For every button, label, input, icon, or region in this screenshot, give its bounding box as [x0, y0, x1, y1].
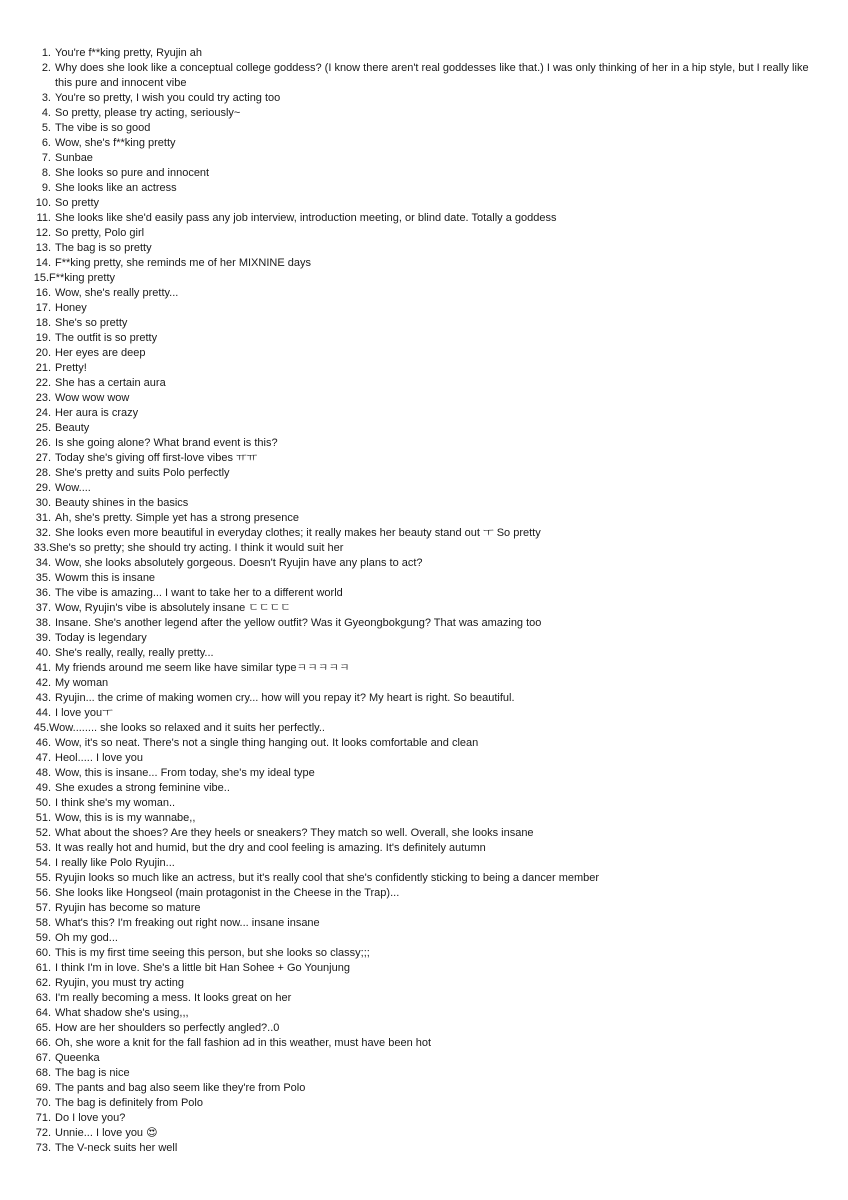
list-item — [30, 646, 820, 661]
item-number: 25. — [35, 422, 51, 434]
item-text: Do I love you? — [55, 1112, 126, 1124]
item-number: 44. — [35, 707, 51, 719]
item-number: 60. — [35, 947, 51, 959]
item-text: Why does she look like a conceptual college goddess? (I know there aren't real goddesses like that.) I was only thinking of her in a hip style, but I really like this pure and innocent vibe — [55, 62, 809, 89]
item-number: 21. — [35, 362, 51, 374]
item-number: 41. — [35, 662, 51, 674]
item-text: Oh my god... — [55, 932, 118, 944]
item-number: 66. — [35, 1037, 51, 1049]
item-text: Honey — [55, 302, 87, 314]
list-item — [30, 361, 820, 376]
item-number: 67. — [35, 1052, 51, 1064]
list-item — [30, 1051, 820, 1066]
list-item — [30, 781, 820, 796]
list-item — [30, 481, 820, 496]
item-text: She looks like Hongseol (main protagonist in the Cheese in the Trap)... — [55, 887, 400, 899]
item-number: 46. — [35, 737, 51, 749]
list-item — [30, 616, 820, 631]
list-item — [30, 856, 820, 871]
list-item — [30, 1111, 820, 1126]
item-text: Wow, she's really pretty... — [55, 287, 179, 299]
item-text: What's this? I'm freaking out right now... insane insane — [55, 917, 320, 929]
list-item — [30, 46, 820, 61]
item-text: She's so pretty; she should try acting. I think it would suit her — [49, 542, 344, 554]
item-number: 42. — [35, 677, 51, 689]
item-number: 70. — [35, 1097, 51, 1109]
item-number: 4. — [41, 107, 51, 119]
item-number: 22. — [35, 377, 51, 389]
item-text: The bag is so pretty — [55, 242, 152, 254]
list-item — [30, 496, 820, 511]
item-number: 40. — [35, 647, 51, 659]
item-number: 1. — [41, 47, 51, 59]
item-text: It was really hot and humid, but the dry and cool feeling is amazing. It's definitely autumn — [55, 842, 486, 854]
list-item — [30, 526, 820, 541]
item-number: 19. — [35, 332, 51, 344]
item-number: 53. — [35, 842, 51, 854]
list-item — [30, 661, 820, 676]
item-text: Heol..... I love you — [55, 752, 144, 764]
list-item — [30, 1021, 820, 1036]
list-item — [30, 766, 820, 781]
item-number: 37. — [35, 602, 51, 614]
item-text: Pretty! — [55, 362, 87, 374]
item-number: 58. — [35, 917, 51, 929]
list-item — [30, 631, 820, 646]
list-item — [30, 916, 820, 931]
item-text: She exudes a strong feminine vibe.. — [55, 782, 230, 794]
item-number: 43. — [35, 692, 51, 704]
item-text: She looks like she'd easily pass any job interview, introduction meeting, or blind date. Totally a goddess — [55, 212, 557, 224]
item-text: Wow, this is insane... From today, she's my ideal type — [55, 767, 315, 779]
list-item — [30, 871, 820, 886]
item-text: I love youㅜ — [55, 707, 113, 719]
list-item — [30, 886, 820, 901]
item-number: 54. — [35, 857, 51, 869]
list-item — [30, 811, 820, 826]
list-item — [30, 1066, 820, 1081]
comment-list — [30, 46, 820, 1156]
item-text: Wow, she's f**king pretty — [55, 137, 176, 149]
item-text: What about the shoes? Are they heels or sneakers? They match so well. Overall, she looks insane — [55, 827, 534, 839]
item-text: Wow.... — [55, 482, 91, 494]
list-item — [30, 706, 820, 721]
item-number: 18. — [35, 317, 51, 329]
item-text: She's pretty and suits Polo perfectly — [55, 467, 230, 479]
item-number: 36. — [35, 587, 51, 599]
item-number: 38. — [35, 617, 51, 629]
list-item — [30, 1126, 820, 1141]
item-number: 65. — [35, 1022, 51, 1034]
item-number: 14. — [35, 257, 51, 269]
list-item — [30, 346, 820, 361]
item-number: 10. — [35, 197, 51, 209]
list-item — [30, 421, 820, 436]
list-item — [30, 331, 820, 346]
item-text: Is she going alone? What brand event is this? — [55, 437, 278, 449]
item-number: 32. — [35, 527, 51, 539]
item-number: 69. — [35, 1082, 51, 1094]
list-item — [30, 1096, 820, 1111]
item-text: Ryujin has become so mature — [55, 902, 201, 914]
item-text: You're f**king pretty, Ryujin ah — [55, 47, 203, 59]
item-text: She looks so pure and innocent — [55, 167, 210, 179]
list-item — [30, 1141, 820, 1156]
item-number: 49. — [35, 782, 51, 794]
list-item — [30, 181, 820, 196]
item-number: 20. — [35, 347, 51, 359]
list-item — [30, 541, 820, 556]
item-number: 55. — [35, 872, 51, 884]
item-text: Wow, this is is my wannabe,, — [55, 812, 196, 824]
item-number: 13. — [35, 242, 51, 254]
item-number: 11. — [36, 212, 51, 224]
item-text: I think I'm in love. She's a little bit Han Sohee + Go Younjung — [55, 962, 350, 974]
item-text: This is my first time seeing this person, but she looks so classy;;; — [55, 947, 370, 959]
item-text: The vibe is amazing... I want to take her to a different world — [55, 587, 343, 599]
item-text: Unnie... I love you 😍 — [55, 1127, 158, 1139]
list-item — [30, 451, 820, 466]
list-item — [30, 91, 820, 106]
item-number: 28. — [35, 467, 51, 479]
item-number: 61. — [35, 962, 51, 974]
item-number: 35. — [35, 572, 51, 584]
item-text: F**king pretty — [49, 272, 116, 284]
item-number: 2. — [41, 62, 51, 74]
item-text: Wow wow wow — [55, 392, 130, 404]
item-text: The bag is nice — [55, 1067, 130, 1079]
list-item — [30, 166, 820, 181]
list-item — [30, 226, 820, 241]
item-text: She's so pretty — [55, 317, 128, 329]
list-item — [30, 691, 820, 706]
list-item — [30, 826, 820, 841]
list-item — [30, 316, 820, 331]
item-number: 8. — [41, 167, 51, 179]
item-text: The vibe is so good — [55, 122, 151, 134]
list-item — [30, 106, 820, 121]
item-number: 24. — [35, 407, 51, 419]
item-number: 34. — [35, 557, 51, 569]
item-text: She's really, really, really pretty... — [55, 647, 214, 659]
item-text: So pretty — [55, 197, 100, 209]
item-text: My woman — [55, 677, 109, 689]
list-item — [30, 976, 820, 991]
item-number: 27. — [35, 452, 51, 464]
item-number: 23. — [35, 392, 51, 404]
list-item — [30, 121, 820, 136]
list-item — [30, 61, 820, 91]
list-item — [30, 436, 820, 451]
list-item — [30, 571, 820, 586]
item-text: Wow........ she looks so relaxed and it suits her perfectly.. — [49, 722, 325, 734]
item-number: 39. — [35, 632, 51, 644]
item-number: 33. — [33, 542, 49, 554]
list-item — [30, 1006, 820, 1021]
item-text: What shadow she's using,,, — [55, 1007, 189, 1019]
item-text: Sunbae — [55, 152, 93, 164]
list-item — [30, 1081, 820, 1096]
list-item — [30, 211, 820, 226]
item-number: 71. — [35, 1112, 51, 1124]
item-number: 72. — [35, 1127, 51, 1139]
list-item — [30, 196, 820, 211]
item-number: 17. — [35, 302, 51, 314]
list-item — [30, 511, 820, 526]
list-item — [30, 736, 820, 751]
item-number: 68. — [35, 1067, 51, 1079]
list-item — [30, 721, 820, 736]
list-item — [30, 376, 820, 391]
list-item — [30, 301, 820, 316]
item-text: She looks like an actress — [55, 182, 177, 194]
item-number: 57. — [35, 902, 51, 914]
item-text: Her eyes are deep — [55, 347, 146, 359]
item-number: 9. — [41, 182, 51, 194]
item-text: Wow, Ryujin's vibe is absolutely insane ㄷㄷㄷㄷ — [55, 602, 291, 614]
list-item — [30, 271, 820, 286]
list-item — [30, 931, 820, 946]
item-text: Ah, she's pretty. Simple yet has a strong presence — [55, 512, 300, 524]
item-text: The pants and bag also seem like they're from Polo — [55, 1082, 306, 1094]
item-text: Ryujin looks so much like an actress, but it's really cool that she's confidently sticking to being a dancer member — [55, 872, 600, 884]
list-item — [30, 601, 820, 616]
item-text: The V-neck suits her well — [55, 1142, 178, 1154]
item-number: 63. — [35, 992, 51, 1004]
list-item — [30, 466, 820, 481]
list-item — [30, 151, 820, 166]
item-number: 16. — [35, 287, 51, 299]
list-item — [30, 256, 820, 271]
item-text: She looks even more beautiful in everyday clothes; it really makes her beauty stand out ㅜ So pretty — [55, 527, 541, 539]
list-item — [30, 751, 820, 766]
item-number: 3. — [41, 92, 51, 104]
item-text: Beauty — [55, 422, 90, 434]
item-number: 12. — [35, 227, 51, 239]
item-text: F**king pretty, she reminds me of her MIXNINE days — [55, 257, 311, 269]
item-text: Wowm this is insane — [55, 572, 156, 584]
item-number: 62. — [35, 977, 51, 989]
item-number: 29. — [35, 482, 51, 494]
item-number: 26. — [35, 437, 51, 449]
item-text: So pretty, Polo girl — [55, 227, 145, 239]
list-item — [30, 676, 820, 691]
item-text: My friends around me seem like have similar typeㅋㅋㅋㅋㅋ — [55, 662, 350, 674]
item-text: The bag is definitely from Polo — [55, 1097, 203, 1109]
item-text: Today is legendary — [55, 632, 147, 644]
list-item — [30, 406, 820, 421]
item-text: Oh, she wore a knit for the fall fashion ad in this weather, must have been hot — [55, 1037, 432, 1049]
list-item — [30, 556, 820, 571]
item-text: Ryujin... the crime of making women cry... how will you repay it? My heart is right. So beautiful. — [55, 692, 515, 704]
item-number: 48. — [35, 767, 51, 779]
list-item — [30, 586, 820, 601]
item-text: Queenka — [55, 1052, 100, 1064]
item-text: I'm really becoming a mess. It looks great on her — [55, 992, 292, 1004]
item-number: 51. — [35, 812, 51, 824]
item-text: So pretty, please try acting, seriously~ — [55, 107, 241, 119]
list-item — [30, 391, 820, 406]
list-item — [30, 961, 820, 976]
list-item — [30, 946, 820, 961]
item-text: How are her shoulders so perfectly angled?..0 — [55, 1022, 280, 1034]
item-number: 47. — [35, 752, 51, 764]
item-number: 30. — [35, 497, 51, 509]
list-item — [30, 241, 820, 256]
item-text: Today she's giving off first-love vibes ㅠㅠ — [55, 452, 258, 464]
item-text: I think she's my woman.. — [55, 797, 176, 809]
item-text: Wow, she looks absolutely gorgeous. Doesn't Ryujin have any plans to act? — [55, 557, 423, 569]
item-number: 73. — [35, 1142, 51, 1154]
item-number: 45. — [33, 722, 49, 734]
item-number: 56. — [35, 887, 51, 899]
item-text: You're so pretty, I wish you could try acting too — [55, 92, 281, 104]
item-number: 64. — [35, 1007, 51, 1019]
item-number: 59. — [35, 932, 51, 944]
list-item — [30, 796, 820, 811]
item-text: Wow, it's so neat. There's not a single thing hanging out. It looks comfortable and clean — [55, 737, 479, 749]
item-number: 5. — [41, 122, 51, 134]
item-text: Beauty shines in the basics — [55, 497, 189, 509]
item-number: 50. — [35, 797, 51, 809]
item-number: 6. — [41, 137, 51, 149]
item-number: 52. — [35, 827, 51, 839]
list-item — [30, 286, 820, 301]
item-number: 31. — [35, 512, 51, 524]
item-text: I really like Polo Ryujin... — [55, 857, 175, 869]
list-item — [30, 991, 820, 1006]
list-item — [30, 841, 820, 856]
item-number: 7. — [41, 152, 51, 164]
item-text: Insane. She's another legend after the yellow outfit? Was it Gyeongbokgung? That was amazing too — [55, 617, 542, 629]
list-item — [30, 901, 820, 916]
item-text: The outfit is so pretty — [55, 332, 158, 344]
item-number: 15. — [33, 272, 49, 284]
item-text: Her aura is crazy — [55, 407, 139, 419]
list-item — [30, 1036, 820, 1051]
item-text: Ryujin, you must try acting — [55, 977, 184, 989]
list-item — [30, 136, 820, 151]
item-text: She has a certain aura — [55, 377, 166, 389]
